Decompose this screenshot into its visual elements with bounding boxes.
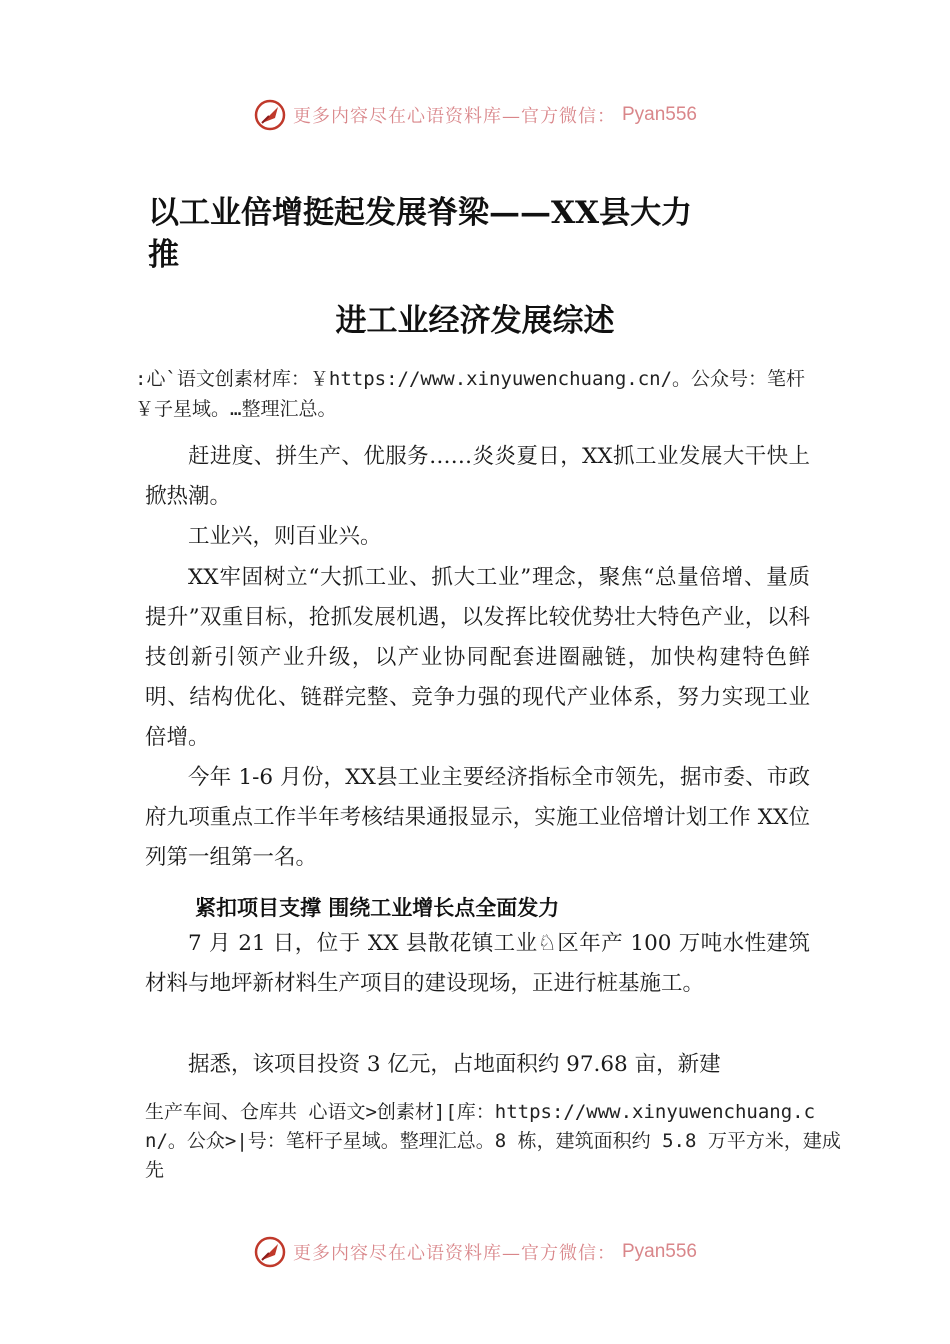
paragraph: 赶进度、拼生产、优服务……炎炎夏日，XX抓工业发展大干快上掀热潮。 (145, 444, 810, 509)
header-banner (0, 95, 950, 135)
paragraph: 工业兴，则百业兴。 (188, 524, 382, 549)
quill-logo-icon (253, 98, 287, 132)
section-subheading: 紧扣项目支撑 围绕工业增长点全面发力 (195, 896, 560, 920)
paragraph: 7 月 21 日，位于 XX 县散花镇工业♘区年产 100 万吨水性建筑材料与地坪新材料生产项目的建设现场，正进行桩基施工。 (145, 931, 810, 996)
banner-text: 更多内容尽在心语资料库—官方微信： (292, 106, 616, 127)
banner-wechat-id: Pyan556 (621, 1241, 697, 1262)
footer-banner (0, 1232, 950, 1272)
document-title-line2: 进工业经济发展综述 (335, 303, 615, 339)
source-note-inline: 生产车间、仓库共 心语文>创素材][库：https://www.xinyuwenchuang.cn/。公众>|号：笔杆子星域。整理汇总。8 栋，建筑面积约 5.8 万平方米，建成先 (145, 1101, 841, 1181)
paragraph: XX牢固树立“大抓工业、抓大工业”理念，聚焦“总量倍增、量质提升”双重目标，抢抓发展机遇，以发挥比较优势壮大特色产业，以科技创新引领产业升级，以产业协同配套进圈融链，加快构建特色鲜明、结构优化、链群完整、竞争力强的现代产业体系，努力实现工业倍增。 (145, 565, 810, 750)
document-title-line1: 以工业倍增挺起发展脊梁——XX县大力推 (148, 195, 693, 273)
paragraph: 今年 1-6 月份，XX县工业主要经济指标全市领先，据市委、市政府九项重点工作半年考核结果通报显示，实施工业倍增计划工作 XX位列第一组第一名。 (145, 765, 810, 870)
banner-text: 更多内容尽在心语资料库—官方微信： (292, 1243, 616, 1264)
paragraph: 据悉，该项目投资 3 亿元，占地面积约 97.68 亩，新建 (188, 1052, 721, 1077)
banner-wechat-id: Pyan556 (621, 104, 697, 125)
quill-logo-icon (253, 1235, 287, 1269)
source-note: :心`语文创素材库：￥https://www.xinyuwenchuang.cn/。公众号：笔杆￥子星域。…整理汇总。 (135, 368, 806, 420)
